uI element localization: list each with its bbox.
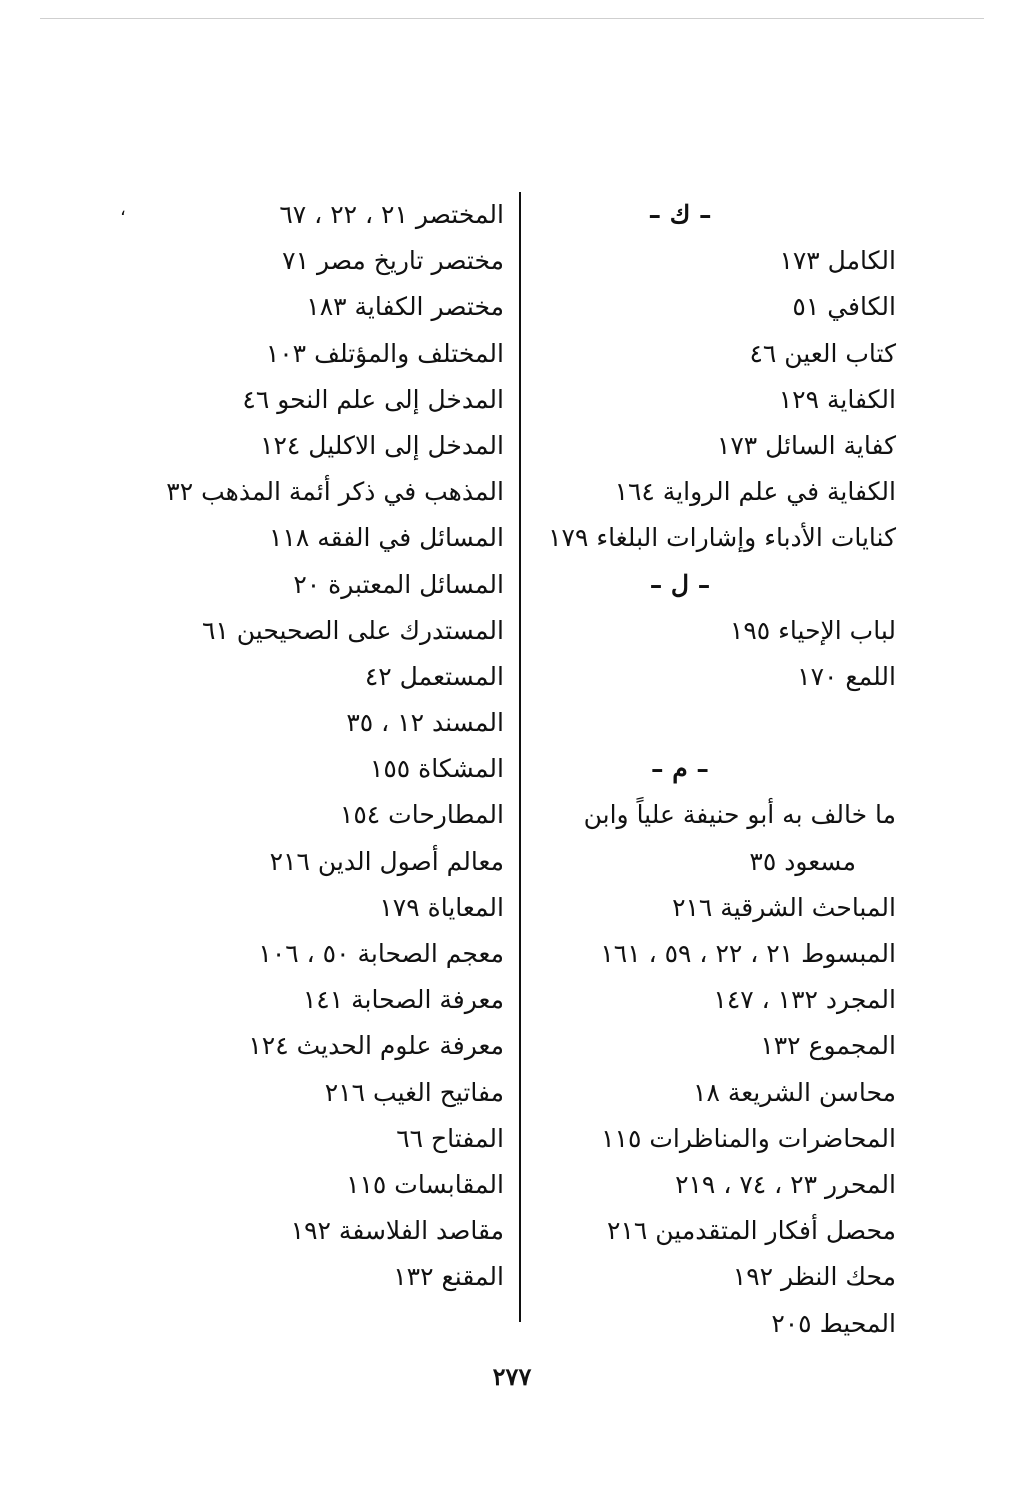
- index-entry: المسند ١٢ ، ٣٥: [346, 708, 504, 738]
- index-entry: المحرر ٢٣ ، ٧٤ ، ٢١٩: [675, 1169, 896, 1199]
- index-entry: معالم أصول الدين ٢١٦: [269, 846, 504, 876]
- index-entry: المستدرك على الصحيحين ٦١: [201, 615, 504, 645]
- letter-heading: – م –: [651, 754, 709, 784]
- index-entry: مختصر تاريخ مصر ٧١: [282, 246, 504, 276]
- top-rule: [40, 18, 984, 19]
- index-entry: المستعمل ٤٢: [364, 661, 504, 691]
- index-entry: معرفة الصحابة ١٤١: [302, 985, 504, 1015]
- index-entry: المبسوط ٢١ ، ٢٢ ، ٥٩ ، ١٦١: [600, 939, 896, 968]
- index-entry: كفاية السائل ١٧٣: [716, 430, 896, 460]
- index-entry: المعاياة ١٧٩: [379, 892, 504, 922]
- index-column-right: [524, 192, 896, 1347]
- index-entry: المقابسات ١١٥: [346, 1169, 504, 1199]
- index-entry: المحيط ٢٠٥: [771, 1308, 896, 1338]
- section-gap: [524, 700, 896, 746]
- index-entry: الكفاية في علم الرواية ١٦٤: [614, 477, 896, 507]
- letter-heading: – ك –: [648, 200, 712, 229]
- index-entry: اللمع ١٧٠: [797, 661, 896, 691]
- index-entry: المشكاة ١٥٥: [369, 754, 504, 784]
- index-entry: مقاصد الفلاسفة ١٩٢: [290, 1216, 504, 1246]
- index-entry: الكفاية ١٢٩: [778, 384, 896, 414]
- index-entry: محك النظر ١٩٢: [732, 1262, 896, 1292]
- index-column-left: [166, 192, 504, 1301]
- letter-heading: – ل –: [649, 569, 711, 599]
- index-entry: المسائل المعتبرة ٢٠: [293, 569, 504, 599]
- index-entry: كنايات الأدباء وإشارات البلغاء ١٧٩: [548, 523, 896, 553]
- index-entry: المختلف والمؤتلف ١٠٣: [265, 338, 504, 368]
- index-entry: المجرد ١٣٢ ، ١٤٧: [713, 985, 896, 1015]
- index-entry: لباب الإحياء ١٩٥: [729, 615, 896, 645]
- index-entry: المطارحات ١٥٤: [339, 800, 504, 830]
- index-entry: كتاب العين ٤٦: [749, 338, 896, 368]
- index-entry: ما خالف به أبو حنيفة علياً وابن: [583, 800, 896, 830]
- index-entry: المقنع ١٣٢: [393, 1262, 504, 1292]
- index-entry: المذهب في ذكر أئمة المذهب ٣٢: [166, 477, 504, 507]
- index-entry: معرفة علوم الحديث ١٢٤: [248, 1031, 504, 1061]
- index-entry: محاسن الشريعة ١٨: [693, 1077, 896, 1107]
- index-entry: المباحث الشرقية ٢١٦: [672, 892, 896, 922]
- index-entry: المدخل إلى الاكليل ١٢٤: [260, 430, 504, 460]
- index-entry: مفاتيح الغيب ٢١٦: [324, 1077, 504, 1107]
- index-entry: الكافي ٥١: [792, 292, 896, 322]
- column-divider: [519, 192, 521, 1322]
- index-entry-continuation: مسعود ٣٥: [749, 846, 856, 876]
- index-entry: المختصر ٢١ ، ٢٢ ، ٦٧: [279, 200, 504, 229]
- index-entry: المفتاح ٦٦: [396, 1123, 504, 1153]
- index-entry: المدخل إلى علم النحو ٤٦: [242, 384, 504, 414]
- index-entry: الكامل ١٧٣: [779, 246, 896, 276]
- stray-mark: ،: [120, 199, 126, 220]
- index-entry: المجموع ١٣٢: [760, 1031, 896, 1061]
- page-number: ٢٧٧: [492, 1362, 532, 1391]
- index-entry: معجم الصحابة ٥٠ ، ١٠٦: [258, 939, 504, 968]
- index-entry: مختصر الكفاية ١٨٣: [306, 292, 504, 322]
- index-entry: محصل أفكار المتقدمين ٢١٦: [607, 1216, 896, 1246]
- index-entry: المحاضرات والمناظرات ١١٥: [601, 1123, 896, 1153]
- index-entry: المسائل في الفقه ١١٨: [268, 523, 504, 553]
